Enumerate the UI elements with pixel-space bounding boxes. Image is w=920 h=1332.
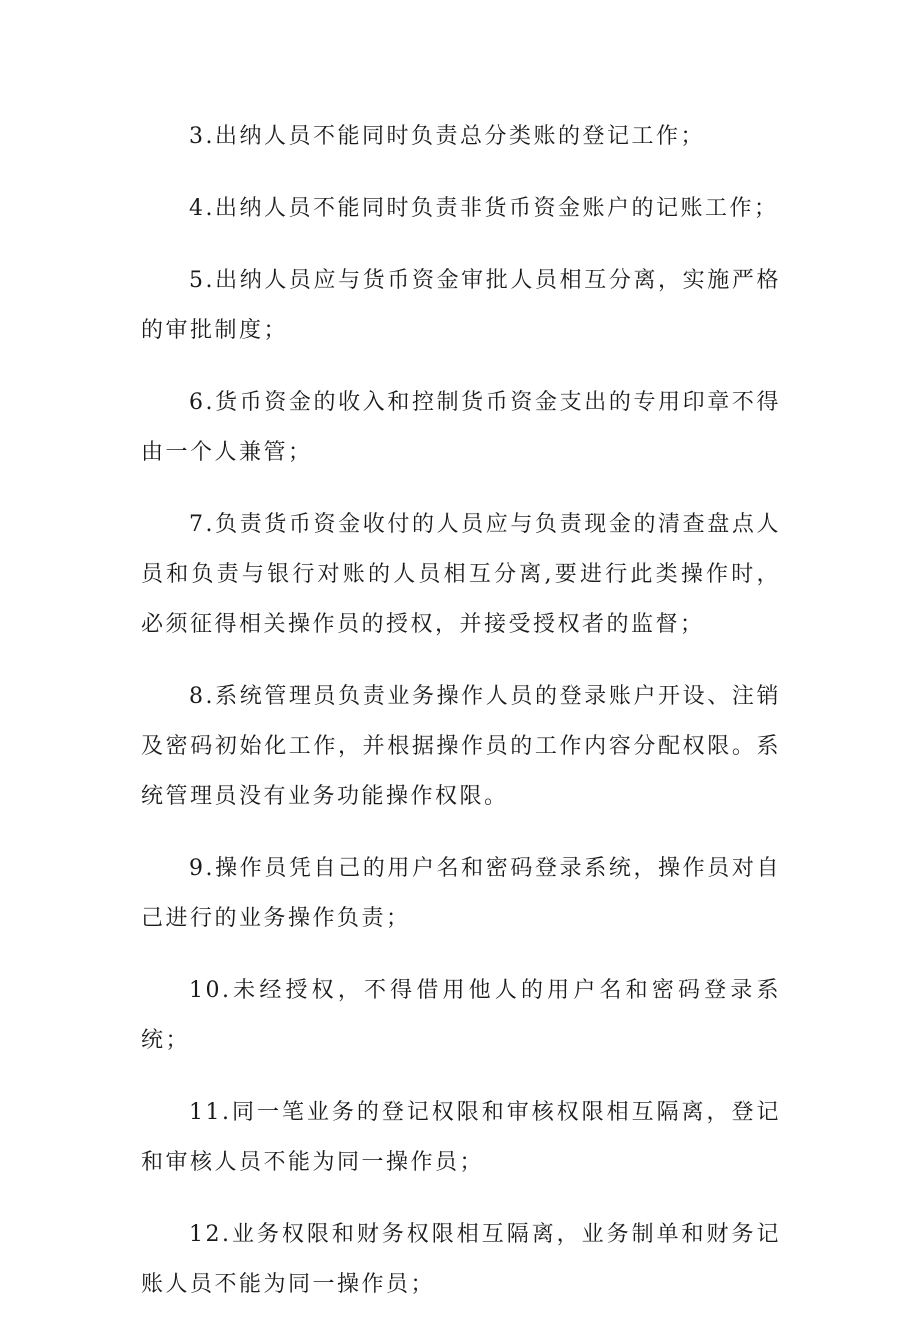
list-item-12: 12.业务权限和财务权限相互隔离，业务制单和财务记账人员不能为同一操作员；: [141, 1222, 781, 1297]
list-item-4: 4.出纳人员不能同时负责非货币资金账户的记账工作；: [189, 196, 779, 221]
document-body: [141, 112, 781, 1332]
list-item-5: 5.出纳人员应与货币资金审批人员相互分离，实施严格的审批制度；: [141, 268, 781, 343]
list-item-9: 9.操作员凭自己的用户名和密码登录系统，操作员对自己进行的业务操作负责；: [141, 856, 781, 931]
list-item-3: 3.出纳人员不能同时负责总分类账的登记工作；: [189, 124, 705, 149]
list-item-8: 8.系统管理员负责业务操作人员的登录账户开设、注销及密码初始化工作，并根据操作员的工作内容分配权限。系统管理员没有业务功能操作权限。: [141, 684, 781, 809]
list-item-7: 7.负责货币资金收付的人员应与负责现金的清查盘点人员和负责与银行对账的人员相互分离,要进行此类操作时，必须征得相关操作员的授权，并接受授权者的监督；: [141, 512, 781, 637]
list-item-11: 11.同一笔业务的登记权限和审核权限相互隔离，登记和审核人员不能为同一操作员；: [141, 1100, 781, 1175]
list-item-10: 10.未经授权，不得借用他人的用户名和密码登录系统；: [141, 978, 781, 1053]
list-item-6: 6.货币资金的收入和控制货币资金支出的专用印章不得由一个人兼管；: [141, 390, 781, 465]
